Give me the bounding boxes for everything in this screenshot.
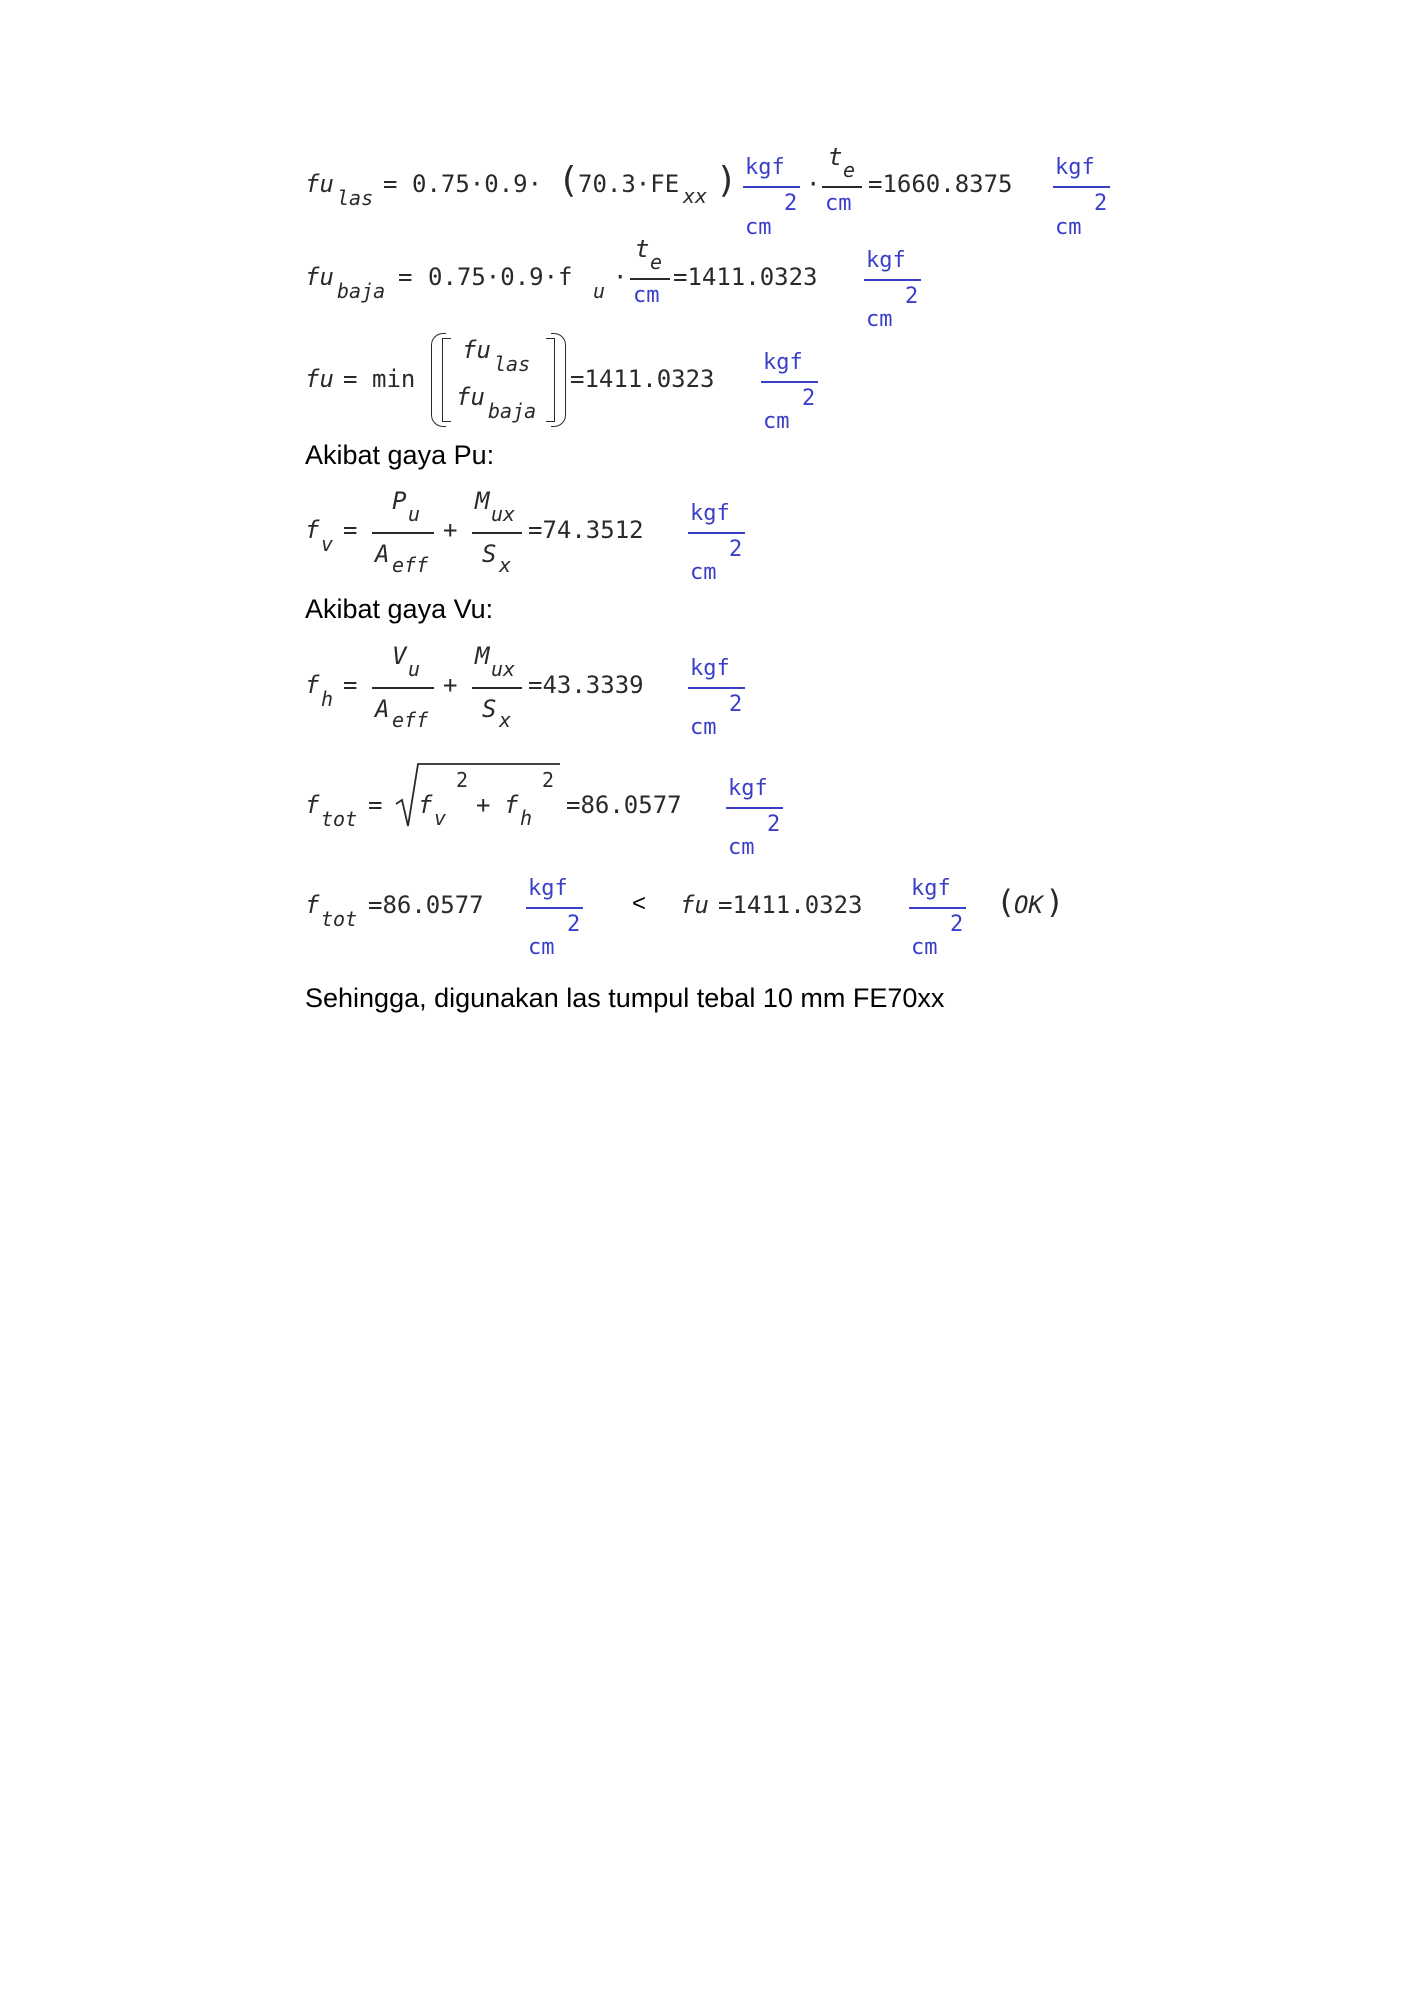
row2-fu: fu bbox=[456, 383, 485, 411]
var-fu: fu bbox=[305, 263, 334, 291]
denominator-a-sub: eff bbox=[392, 553, 429, 577]
dot-operator: · bbox=[613, 263, 628, 291]
var-f: f bbox=[305, 671, 320, 699]
var-f: f bbox=[305, 891, 320, 919]
subscript-tot: tot bbox=[321, 807, 358, 831]
term-fv: f bbox=[418, 791, 433, 819]
fraction-bar-2 bbox=[472, 532, 522, 534]
denominator-a-sub: eff bbox=[392, 708, 429, 732]
equals-sign: = bbox=[398, 263, 413, 291]
subscript-u: u bbox=[593, 279, 606, 303]
heading-akibat-pu: Akibat gaya Pu: bbox=[305, 440, 495, 470]
heading-akibat-vu: Akibat gaya Vu: bbox=[305, 594, 494, 624]
denominator-cm: cm bbox=[825, 191, 852, 216]
result-unit-kgf: kgf bbox=[690, 501, 730, 526]
lhs-unit-kgf: kgf bbox=[528, 876, 568, 901]
lhs-value: =86.0577 bbox=[368, 891, 484, 919]
numerator-m: M bbox=[475, 487, 490, 515]
result-unit-bar bbox=[761, 381, 818, 383]
ok-label: OK bbox=[1014, 891, 1043, 919]
result-value: =1411.0323 bbox=[673, 263, 818, 291]
denominator-a: A bbox=[375, 540, 390, 568]
var-f: f bbox=[305, 516, 320, 544]
unit-kgf: kgf bbox=[745, 155, 785, 180]
subscript-las: las bbox=[337, 186, 374, 210]
paren-close: ) bbox=[719, 160, 734, 201]
numerator-m: M bbox=[475, 642, 490, 670]
subscript-e: e bbox=[650, 250, 663, 274]
result-unit-exp: 2 bbox=[802, 386, 816, 411]
rhs-unit-cm: cm bbox=[911, 935, 938, 960]
numerator-p: P bbox=[392, 487, 407, 515]
paren-open: ( bbox=[562, 160, 577, 201]
result-unit-exp: 2 bbox=[729, 692, 743, 717]
numerator-v: V bbox=[392, 642, 407, 670]
rhs-unit-kgf: kgf bbox=[911, 876, 951, 901]
result-unit-kgf: kgf bbox=[763, 350, 803, 375]
lhs-unit-cm: cm bbox=[528, 935, 555, 960]
result-unit-cm: cm bbox=[690, 715, 717, 740]
expression: 0.75·0.9·f bbox=[428, 263, 573, 291]
expression: 0.75·0.9· bbox=[412, 170, 543, 198]
plus-sign: + bbox=[443, 516, 458, 544]
var-t: t bbox=[828, 143, 843, 171]
result-unit-cm: cm bbox=[763, 409, 790, 434]
result-unit-bar bbox=[864, 279, 921, 281]
denominator-s: S bbox=[482, 695, 497, 723]
denominator-s-sub: x bbox=[499, 708, 512, 732]
denominator-s-sub: x bbox=[499, 553, 512, 577]
term-fv-sub: v bbox=[434, 806, 447, 830]
numerator-v-sub: u bbox=[408, 657, 421, 681]
fraction-bar-1 bbox=[372, 687, 434, 689]
rhs-unit-exp: 2 bbox=[950, 912, 964, 937]
less-than-sign: < bbox=[632, 890, 647, 917]
term-fh: f bbox=[504, 791, 519, 819]
result-unit-bar bbox=[1053, 186, 1110, 188]
dot-operator: · bbox=[806, 170, 821, 198]
result-unit-bar bbox=[688, 532, 745, 534]
equals-sign: = bbox=[383, 170, 398, 198]
term-fv-exp: 2 bbox=[456, 768, 469, 792]
plus-sign: + bbox=[443, 671, 458, 699]
result-unit-cm: cm bbox=[866, 307, 893, 332]
outer-paren-right bbox=[551, 333, 566, 427]
rhs-value: =1411.0323 bbox=[718, 891, 863, 919]
result-value: =86.0577 bbox=[566, 791, 682, 819]
rhs-unit-bar bbox=[909, 907, 966, 909]
result-value: =1660.8375 bbox=[868, 170, 1013, 198]
numerator-m-sub: ux bbox=[491, 657, 516, 681]
result-unit-kgf: kgf bbox=[866, 248, 906, 273]
equals-sign: = bbox=[343, 365, 358, 393]
lhs-unit-exp: 2 bbox=[567, 912, 581, 937]
numerator-m-sub: ux bbox=[491, 502, 516, 526]
result-value: =74.3512 bbox=[528, 516, 644, 544]
equals-sign: = bbox=[368, 791, 383, 819]
result-unit-kgf: kgf bbox=[690, 656, 730, 681]
result-unit-exp: 2 bbox=[1094, 191, 1108, 216]
term-fh-exp: 2 bbox=[542, 768, 555, 792]
result-unit-exp: 2 bbox=[905, 284, 919, 309]
function-min: min bbox=[372, 365, 416, 393]
result-unit-exp: 2 bbox=[767, 812, 781, 837]
var-fu: fu bbox=[305, 365, 334, 393]
var-fu: fu bbox=[680, 891, 709, 919]
var-f: f bbox=[305, 791, 320, 819]
subscript-baja: baja bbox=[337, 279, 386, 303]
ok-paren-close: ) bbox=[1048, 883, 1061, 921]
unit-fraction-bar bbox=[743, 186, 800, 188]
result-unit-cm: cm bbox=[728, 835, 755, 860]
expression-inner: 70.3·FE bbox=[578, 170, 680, 198]
row1-subscript-las: las bbox=[494, 352, 531, 376]
result-unit-bar bbox=[688, 687, 745, 689]
denominator-cm: cm bbox=[633, 283, 660, 308]
subscript-xx: xx bbox=[683, 184, 708, 208]
row1-fu: fu bbox=[462, 336, 491, 364]
ok-paren-open: ( bbox=[1000, 883, 1013, 921]
result-unit-kgf: kgf bbox=[728, 776, 768, 801]
result-unit-cm: cm bbox=[690, 560, 717, 585]
subscript-h: h bbox=[321, 687, 334, 711]
result-unit-exp: 2 bbox=[729, 537, 743, 562]
subscript-v: v bbox=[321, 532, 334, 556]
equals-sign: = bbox=[343, 516, 358, 544]
lhs-unit-bar bbox=[526, 907, 583, 909]
result-value: =1411.0323 bbox=[570, 365, 715, 393]
var-t: t bbox=[635, 235, 650, 263]
result-unit-kgf: kgf bbox=[1055, 155, 1095, 180]
fraction-bar bbox=[630, 278, 670, 280]
numerator-p-sub: u bbox=[408, 502, 421, 526]
result-value: =43.3339 bbox=[528, 671, 644, 699]
fraction-bar-2 bbox=[472, 687, 522, 689]
var-fu: fu bbox=[305, 170, 334, 198]
equals-sign: = bbox=[343, 671, 358, 699]
result-unit-bar bbox=[726, 807, 783, 809]
subscript-tot: tot bbox=[321, 907, 358, 931]
fraction-bar bbox=[822, 186, 862, 188]
fraction-bar-1 bbox=[372, 532, 434, 534]
unit-exp: 2 bbox=[784, 191, 798, 216]
unit-cm: cm bbox=[745, 215, 772, 240]
term-fh-sub: h bbox=[520, 806, 533, 830]
denominator-a: A bbox=[375, 695, 390, 723]
denominator-s: S bbox=[482, 540, 497, 568]
result-unit-cm: cm bbox=[1055, 215, 1082, 240]
plus-sign: + bbox=[476, 791, 491, 819]
matrix-bracket-left bbox=[442, 338, 451, 422]
subscript-e: e bbox=[843, 158, 856, 182]
row2-subscript-baja: baja bbox=[488, 399, 537, 423]
conclusion-text: Sehingga, digunakan las tumpul tebal 10 mm FE70xx bbox=[305, 983, 945, 1013]
